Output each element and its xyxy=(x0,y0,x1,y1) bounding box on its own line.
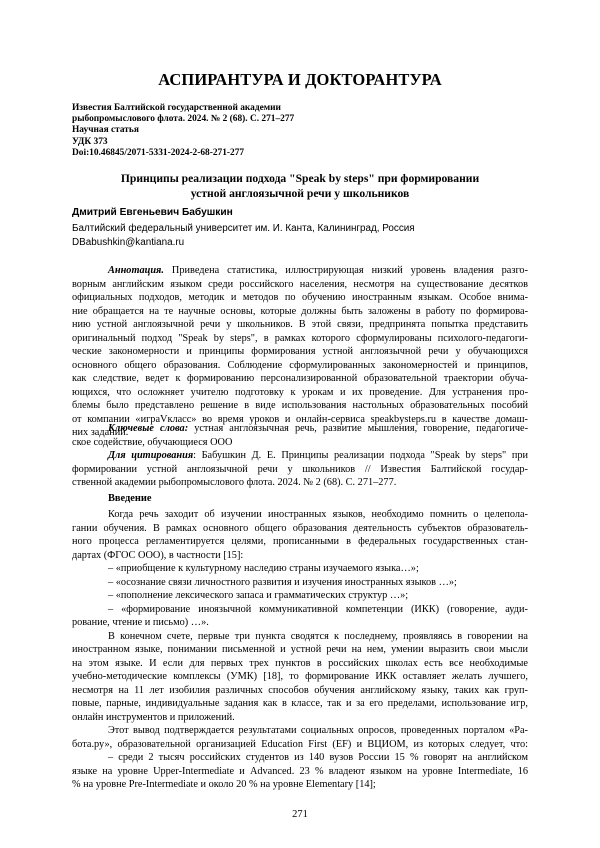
journal-name-line-1: Известия Балтийской государственной академии xyxy=(72,103,281,113)
body-line: – среди 2 тысяч российских студентов из 140 вузов России 15 % говорят на английском xyxy=(108,752,528,763)
article-title xyxy=(60,172,540,202)
body-line: онлайн инструментов и приложений. xyxy=(72,711,235,723)
article-title-line-1: Принципы реализации подхода "Speak by steps" при формировании xyxy=(120,172,480,185)
body-line: на этом языке. И если для первых трех пунктов в российских школах есть все необходимые xyxy=(72,657,528,669)
abstract-line: официальных подходов, методик и методов по обучению иностранным языкам. Особое внима- xyxy=(72,292,528,303)
body-line: Когда речь заходит об изучении иностранных языков, необходимо помнить о целепола- xyxy=(108,509,528,520)
abstract-text-start: Приведена статистика, иллюстрирующая низкий уровень владения разго- xyxy=(163,265,528,276)
citation-first-line xyxy=(72,449,528,463)
article-metadata xyxy=(72,103,294,159)
citation-text-start: : Бабушкин Д. Е. Принципы реализации подхода "Speak by steps" при xyxy=(193,450,528,461)
abstract-line: основного общего образования. Соблюдение сформулированных закономерностей и принципов, xyxy=(72,359,528,371)
body-line: бота.ру», образовательной организацией Education First (EF) и ВЦИОМ, из которых следует, что: xyxy=(72,738,528,750)
abstract-line: как следствие, ведет к формированию персонализированной образовательной траектории обуча- xyxy=(72,373,528,384)
abstract-line: ние обращается на те научные основы, которые должны быть заложены в работу по формирова- xyxy=(72,305,528,317)
citation-line: формировании устной англоязычной речи у школьников // Известия Балтийской государ- xyxy=(72,463,528,475)
body-line: гании обучения. В рамках основного общего образования деятельность субъектов образователь- xyxy=(72,522,528,534)
abstract-line: нию устной англоязычной речи у школьников. В этой связи, предпринята попытка представить xyxy=(72,319,528,330)
citation-label: Для цитирования xyxy=(108,450,194,461)
keywords-label: Ключевые слова: xyxy=(108,423,189,434)
author-name: Дмитрий Евгеньевич Бабушкин xyxy=(72,207,233,218)
keywords xyxy=(72,422,528,449)
quote-item-end: рование, чтение и письмо) …». xyxy=(72,617,209,628)
journal-name-line-2: рыбопромыслового флота. 2024. № 2 (68). С. 271–277 xyxy=(72,114,295,125)
quote-item: – «приобщение к культурному наследию страны изучаемого языка…»; xyxy=(108,563,419,574)
body-line: В конечном счете, первые три пункта сводятся к последнему, проявляясь в говорении на xyxy=(108,630,528,642)
author-email[interactable]: DBabushkin@kantiana.ru xyxy=(72,237,185,248)
body-line: повые, парные, индивидуальные задания как в классе, так и за его пределами, использование игр, xyxy=(72,698,528,709)
body-text xyxy=(72,508,528,792)
page-number: 271 xyxy=(292,809,308,820)
citation-last-line: ственной академии рыбопромыслового флота. 2024. № 2 (68). С. 271–277. xyxy=(72,477,397,488)
body-line: несмотря на 11 лет изобилия различных способов обучения английскому языку, таких как груп- xyxy=(72,684,528,696)
body-line: Этот вывод подтверждается результатами социальных опросов, проведенных порталом «Ра- xyxy=(108,725,528,736)
body-line: учебно-методические комплексы (УМК) [18], то формирование ИКК оставляет желать лучшего, xyxy=(72,671,528,682)
body-line: % на уровне Pre-Intermediate и около 20 % на уровне Elementary [14]; xyxy=(72,779,376,790)
body-line: иностранном языке, понимании письменной и устной речи на нем, умении выразить свои мысли xyxy=(72,644,528,655)
body-line: дартах (ФГОС ООО), в частности [15]: xyxy=(72,549,244,561)
abstract-first-line xyxy=(72,264,528,278)
abstract-line: ворным английским языком среди российского населения, несмотря на существование десятков xyxy=(72,278,528,290)
article-type: Научная статья xyxy=(72,125,139,136)
abstract-line: ющихся, что осложняет учителю подготовку к урокам и их проведение. Для устранения про- xyxy=(72,386,528,398)
keywords-last-line: ское содействие, обучающиеся ООО xyxy=(72,436,233,448)
abstract-last-line: них заданий. xyxy=(72,427,129,438)
section-header: АСПИРАНТУРА И ДОКТОРАНТУРА xyxy=(158,70,442,89)
keywords-text-start: устная англоязычная речь, развитие мышления, говорение, педагогиче- xyxy=(188,423,528,434)
intro-heading: Введение xyxy=(108,493,152,504)
abstract-line: блемы было представлено решение в виде использования настольных образовательных пособий xyxy=(72,400,528,411)
abstract-line: от компании «играVкласс» во время уроков и онлайн-сервиса speakbysteps.ru в качестве домаш- xyxy=(72,413,528,425)
udc-code: УДК 373 xyxy=(72,136,108,147)
keywords-first-line xyxy=(72,422,528,436)
abstract-line: оригинальный подход "Speak by steps", в рамках которого сформулированы психолого-педагоги- xyxy=(72,332,528,344)
abstract xyxy=(72,264,528,440)
citation-text xyxy=(72,449,528,490)
quote-item: – «формирование иноязычной коммуникативной компетенции (ИКК) (говорение, ауди- xyxy=(108,603,528,615)
body-line: языке на уровне Upper-Intermediate и Advanced. 23 % владеют языком на уровне Intermediate, 16 xyxy=(72,765,528,777)
article-title-line-2: устной англоязычной речи у школьников xyxy=(190,186,410,200)
affiliation-line: Балтийский федеральный университет им. И. Канта, Калининград, Россия xyxy=(72,223,415,234)
quote-item: – «пополнение лексического запаса и грамматических структур …»; xyxy=(108,590,409,601)
doi-link[interactable]: Doi:10.46845/2071-5331-2024-2-68-271-277 xyxy=(72,147,245,158)
abstract-label: Аннотация. xyxy=(108,265,164,276)
author-affiliation xyxy=(72,222,415,250)
body-line: ного процесса регламентируется целями, прописанными в федеральных государственных стан- xyxy=(72,536,528,547)
abstract-line: ческие закономерности и принципы формирования устной англоязычной речи у обучающихся xyxy=(72,346,528,357)
quote-item: – «осознание связи личностного развития и изучения иностранных языков …»; xyxy=(108,576,457,588)
